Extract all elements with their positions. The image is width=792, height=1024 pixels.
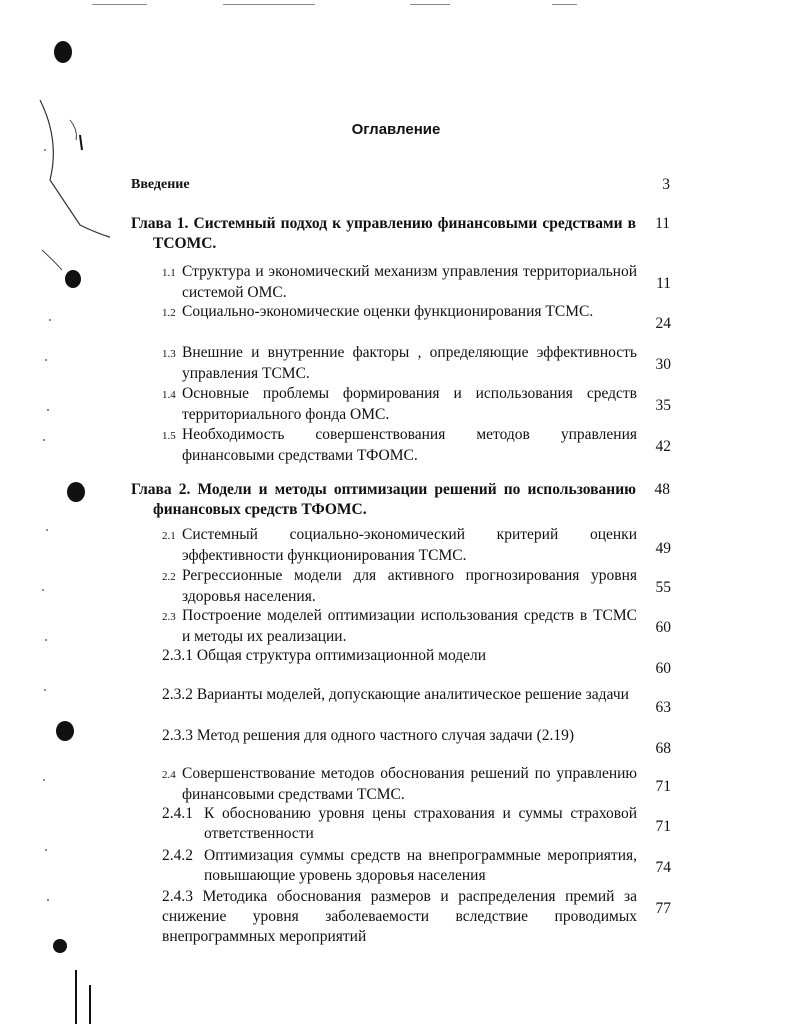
section-number: 2.4.2	[162, 847, 193, 864]
toc-entry-text	[162, 525, 637, 566]
toc-entry-text: 2.3.2 Варианты моделей, допускающие аналитическое решение задачи	[162, 686, 629, 703]
toc-page-number: 68	[655, 740, 671, 757]
toc-entry-1-5[interactable]	[162, 425, 671, 466]
toc-entry-2-4-3[interactable]	[162, 887, 671, 947]
scan-speck	[45, 639, 47, 641]
toc-entry-2-3-3[interactable]	[162, 726, 671, 757]
scan-speck	[47, 899, 49, 901]
toc-page-number: 55	[655, 579, 671, 596]
toc-entry-2-4-2[interactable]	[162, 846, 671, 886]
toc-entry-1-3[interactable]	[162, 343, 671, 384]
hole-punch-mark	[56, 721, 74, 741]
scan-line	[410, 4, 450, 5]
section-number: 1.3	[162, 348, 176, 360]
toc-entry-text: Глава 1. Системный подход к управлению финансовыми средствами в ТСОМС.	[131, 215, 636, 252]
toc-entry-text: 2.3.3 Метод решения для одного частного случая задачи (2.19)	[162, 727, 575, 744]
section-number: 2.3	[162, 611, 176, 623]
toc-entry-text: Введение	[131, 177, 190, 192]
toc-entry-text	[162, 606, 637, 647]
toc-entry-2-4-1[interactable]	[162, 804, 671, 844]
section-title: Необходимость совершенствования методов управления финансовыми средствами ТФОМС.	[182, 426, 637, 464]
toc-entry-text	[162, 302, 637, 323]
toc-entry-1-2[interactable]	[162, 302, 671, 332]
toc-page-number: 42	[655, 438, 671, 455]
section-title: Социально-экономические оценки функционирования ТСМС.	[182, 303, 594, 320]
toc-entry-text: 2.4.3 Методика обоснования размеров и распределения премий за снижение уровня заболеваемости вследствие проводимых внепрограммных мероприятий	[162, 888, 637, 945]
toc-page-number: 48	[654, 481, 670, 498]
toc-entry-1-1[interactable]	[162, 262, 671, 303]
toc-entry-chapter-1[interactable]	[131, 214, 670, 254]
section-number: 1.4	[162, 389, 176, 401]
toc-entry-intro[interactable]	[131, 175, 670, 195]
toc-entry-1-4[interactable]	[162, 384, 671, 425]
scan-speck	[43, 779, 45, 781]
toc-entry-2-4[interactable]	[162, 764, 671, 805]
toc-page-number: 60	[655, 660, 671, 677]
section-title: Оптимизация суммы средств на внепрограммные мероприятия, повышающие уровень здоровья населения	[204, 847, 637, 884]
toc-entry-text	[162, 343, 637, 384]
toc-entry-2-1[interactable]	[162, 525, 671, 566]
scan-speck	[45, 849, 47, 851]
toc-page-number: 3	[662, 176, 670, 193]
section-number: 2.2	[162, 571, 176, 583]
scan-speck	[46, 529, 48, 531]
toc-entry-text	[162, 425, 637, 466]
section-title: Построение моделей оптимизации использования средств в ТСМС и методы их реализации.	[182, 607, 637, 645]
scan-line	[552, 4, 577, 5]
toc-page-number: 35	[655, 397, 671, 414]
section-number: 1.5	[162, 430, 176, 442]
page-title: Оглавление	[351, 121, 441, 138]
hole-punch-mark	[54, 41, 72, 63]
section-number: 2.4	[162, 769, 176, 781]
section-title: К обоснованию уровня цены страхования и суммы страховой ответственности	[204, 805, 637, 842]
toc-entry-text	[162, 846, 637, 886]
toc-page-number: 60	[655, 619, 671, 636]
scan-speck	[42, 589, 44, 591]
scan-speck	[44, 689, 46, 691]
toc-entry-2-3[interactable]	[162, 606, 671, 647]
toc-page-number: 49	[655, 540, 671, 557]
toc-entry-text: 2.3.1 Общая структура оптимизационной модели	[162, 647, 487, 664]
toc-entry-text	[162, 764, 637, 805]
toc-entry-2-2[interactable]	[162, 566, 671, 607]
toc-page-number: 63	[655, 699, 671, 716]
toc-page-number: 71	[655, 818, 671, 835]
section-number: 1.2	[162, 307, 176, 319]
toc-entry-text	[162, 804, 637, 844]
toc-page-number: 74	[655, 859, 671, 876]
toc-entry-text: Глава 2. Модели и методы оптимизации решений по использованию финансовых средств ТФОМС.	[131, 481, 636, 518]
toc-page-number: 24	[655, 315, 671, 332]
toc-page-number: 11	[655, 215, 670, 232]
scan-speck	[49, 319, 51, 321]
section-title: Регрессионные модели для активного прогнозирования уровня здоровья населения.	[182, 567, 637, 605]
section-number: 2.4.1	[162, 805, 193, 822]
hole-punch-mark	[65, 270, 81, 288]
hole-punch-mark	[67, 482, 85, 502]
toc-page-number: 30	[655, 356, 671, 373]
section-number: 1.1	[162, 267, 176, 279]
toc-entry-chapter-2[interactable]	[131, 480, 670, 520]
section-number: 2.1	[162, 530, 176, 542]
toc-entry-2-3-2[interactable]	[162, 685, 671, 716]
section-title: Совершенствование методов обоснования решений по управлению финансовыми средствами ТСМС.	[182, 765, 637, 803]
toc-entry-text	[162, 566, 637, 607]
toc-entry-text	[162, 384, 637, 425]
toc-page-number: 11	[656, 275, 671, 292]
section-title: Внешние и внутренние факторы , определяющие эффективность управления ТСМС.	[182, 344, 637, 382]
scan-speck	[44, 149, 46, 151]
section-title: Основные проблемы формирования и использования средств территориального фонда ОМС.	[182, 385, 637, 423]
toc-entry-text	[162, 262, 637, 303]
toc-entry-2-3-1[interactable]	[162, 646, 671, 677]
toc-page-number: 71	[655, 778, 671, 795]
binding-marks	[0, 0, 110, 1024]
scan-line	[223, 4, 315, 5]
toc-page-number: 77	[655, 900, 671, 917]
scan-speck	[43, 439, 45, 441]
section-title: Структура и экономический механизм управления территориальной системой ОМС.	[182, 263, 637, 301]
scan-speck	[47, 409, 49, 411]
scan-speck	[45, 359, 47, 361]
section-title: Системный социально-экономический критерий оценки эффективности функционирования ТСМС.	[182, 526, 637, 564]
hole-punch-mark	[53, 939, 67, 953]
scan-streak	[42, 250, 62, 270]
